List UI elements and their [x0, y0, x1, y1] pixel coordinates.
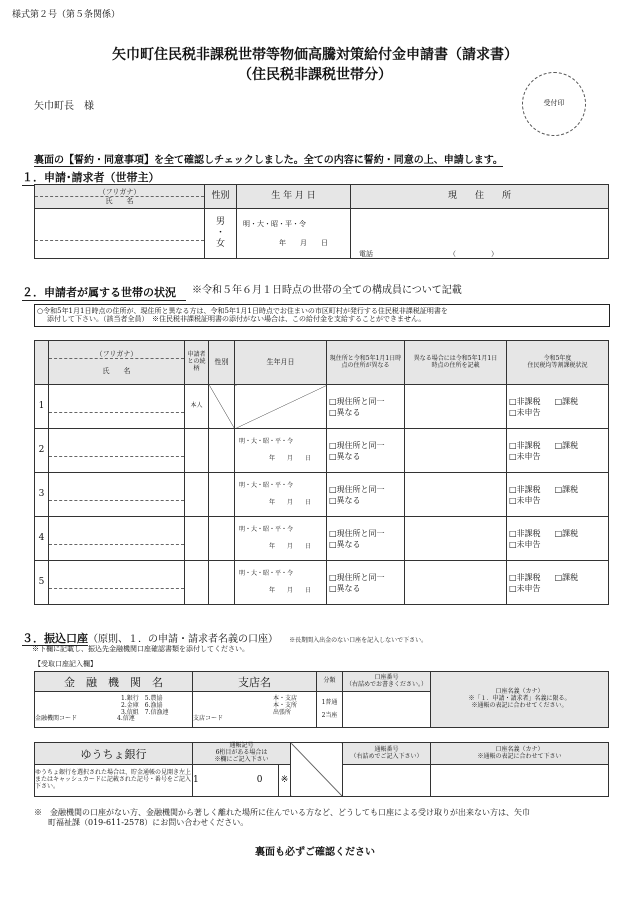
account-number-field[interactable] — [343, 692, 431, 728]
row-number: 4 — [35, 517, 49, 561]
yucho-note: ゆうちょ銀行を選択された場合は、貯金通帳の見開き左上またはキャッシュカードに記載された記号・番号をご記入下さい。 — [35, 765, 193, 797]
account-type-field[interactable]: 1普通 2当座 — [317, 692, 343, 728]
section3-heading: ３．振込口座（原則、１．の申請・請求者名義の口座） ※長期間入出金のない口座を記入しないで下さい。 — [22, 632, 428, 645]
diagonal-cell — [291, 743, 343, 797]
prev-address-field[interactable] — [405, 429, 507, 473]
household-name-header: （フリガナ） 氏 名 — [49, 341, 185, 385]
account-number-header: 口座番号 （右詰めでお書きください。） — [343, 672, 431, 692]
yucho-table — [34, 742, 609, 797]
address-diff-field[interactable]: □現住所と同一 □異なる — [327, 429, 405, 473]
bank-name-header: 金 融 機 関 名 — [35, 672, 193, 692]
bank-name-field[interactable]: 1.銀行 5.農協 2.金庫 6.漁協 3.信組 7.信漁連 金融機関コード 4.信連 — [35, 692, 193, 728]
birth-header: 生 年 月 日 — [237, 185, 351, 209]
tax-status-field[interactable]: □非課税 □課税 □未申告 — [507, 473, 609, 517]
form-subtitle: （住民税非課税世帯分） — [238, 67, 392, 83]
certificate-notice: ○令和5年1月1日時点の住所が、現住所と異なる方は、令和5年1月1日時点でお住まいの市区町村が発行する住民税非課税証明書を 添付して下さい。（該当者全員） ※住民税非課税証明書の添付がない場合は、この給付金を支給することができません。 — [34, 304, 610, 327]
passbook-number-header: 通帳番号 （右詰めでご記入下さい） — [343, 743, 431, 765]
reception-stamp: 受付印 — [522, 72, 586, 136]
account-type-header: 分類 — [317, 672, 343, 692]
tax-status-field[interactable]: □非課税 □課税 □未申告 — [507, 517, 609, 561]
applicant-address-field[interactable]: 電話 （ ） — [351, 209, 609, 259]
yucho-header: ゆうちょ銀行 — [35, 743, 193, 765]
relation-field[interactable] — [185, 429, 209, 473]
member-name-field[interactable] — [49, 385, 185, 429]
applicant-table — [34, 184, 609, 259]
furigana-name-header: （フリガナ） 氏 名 — [35, 185, 205, 209]
household-gender-header: 性別 — [209, 341, 235, 385]
section2-note: ※令和５年６月１日時点の世帯の全ての構成員について記載 — [192, 285, 462, 296]
address-diff-field[interactable]: □現住所と同一 □異なる — [327, 561, 405, 605]
table-row — [35, 385, 609, 429]
branch-name-field[interactable]: 本・支店 本・支所 出張所 支店コード — [193, 692, 317, 728]
row-number: 1 — [35, 385, 49, 429]
gender-header: 性別 — [205, 185, 237, 209]
prev-address-header: 異なる場合には令和5年1月1日 時点の住所を記載 — [405, 341, 507, 385]
prev-address-field[interactable] — [405, 473, 507, 517]
address-diff-field[interactable]: □現住所と同一 □異なる — [327, 517, 405, 561]
relation-field[interactable] — [185, 473, 209, 517]
relation-field[interactable] — [185, 561, 209, 605]
address-diff-field[interactable]: □現住所と同一 □異なる — [327, 473, 405, 517]
address-diff-field[interactable]: □現住所と同一 □異なる — [327, 385, 405, 429]
relation-field[interactable] — [185, 517, 209, 561]
prev-address-field[interactable] — [405, 561, 507, 605]
member-gender-field[interactable] — [209, 429, 235, 473]
yucho-holder-header: 口座名義（カナ） ※通帳の表記に合わせて下さい — [431, 743, 609, 765]
address-diff-header: 現住所と令和5年1月1日時点の住所が異なる — [327, 341, 405, 385]
table-row — [35, 561, 609, 605]
passbook-number-field[interactable] — [343, 765, 431, 797]
row-number: 2 — [35, 429, 49, 473]
form-title: 矢巾町住民税非課税世帯等物価高騰対策給付金申請書（請求書） — [112, 47, 518, 63]
yucho-holder-field[interactable] — [431, 765, 609, 797]
table-row — [35, 473, 609, 517]
row-number-header — [35, 341, 49, 385]
member-name-field[interactable] — [49, 473, 185, 517]
member-birth-field[interactable]: 明・大・昭・平・令 年 月 日 — [235, 429, 327, 473]
tax-status-field[interactable]: □非課税 □課税 □未申告 — [507, 385, 609, 429]
relation-header: 申請者との続柄 — [185, 341, 209, 385]
section3-subnote: ※下欄に記載し、振込先金融機関口座確認書類を添付してください。 — [32, 645, 249, 653]
table-row — [35, 429, 609, 473]
passbook-symbol-field[interactable]: 1 0 — [193, 765, 279, 797]
account-box-label: 【受取口座記入欄】 — [34, 660, 97, 668]
address-header: 現 住 所 — [351, 185, 609, 209]
bank-account-table — [34, 671, 609, 728]
consent-statement: 裏面の【誓約・同意事項】を全て確認しチェックしました。全ての内容に誓約・同意の上、申請します。 — [34, 151, 503, 167]
section3-footnote: ※ 金融機関の口座がない方、金融機関から著しく離れた場所に住んでいる方など、どうしても口座による受け取りが出来ない方は、矢巾 町福祉課（019-611-2578）にお問い合わせください。 — [34, 808, 530, 827]
member-name-field[interactable] — [49, 561, 185, 605]
account-holder-header: 口座名義（カナ） ※「１．申請・請求者」名義に限る。 ※通帳の表記に合わせてください。 — [431, 672, 609, 728]
member-birth-field[interactable]: 明・大・昭・平・令 年 月 日 — [235, 517, 327, 561]
tax-status-field[interactable]: □非課税 □課税 □未申告 — [507, 561, 609, 605]
back-side-note: 裏面も必ずご確認ください — [255, 847, 375, 858]
member-gender-field[interactable] — [209, 473, 235, 517]
member-birth-field[interactable] — [235, 385, 327, 429]
form-number: 様式第２号（第５条関係） — [12, 10, 121, 20]
tax-status-header: 令和5年度 住民税均等割課税状況 — [507, 341, 609, 385]
tax-status-field[interactable]: □非課税 □課税 □未申告 — [507, 429, 609, 473]
household-table — [34, 340, 609, 605]
member-birth-field[interactable]: 明・大・昭・平・令 年 月 日 — [235, 473, 327, 517]
addressee: 矢巾町長 様 — [34, 101, 94, 112]
relation-field: 本人 — [185, 385, 209, 429]
prev-address-field[interactable] — [405, 517, 507, 561]
applicant-gender-field[interactable]: 男 ・ 女 — [205, 209, 237, 259]
branch-name-header: 支店名 — [193, 672, 317, 692]
member-name-field[interactable] — [49, 517, 185, 561]
member-birth-field[interactable]: 明・大・昭・平・令 年 月 日 — [235, 561, 327, 605]
passbook-symbol-header: 通帳記号 6桁目がある場合は ※欄にご記入下さい — [193, 743, 291, 765]
applicant-birth-field[interactable]: 明・大・昭・平・令 年 月 日 — [237, 209, 351, 259]
row-number: 5 — [35, 561, 49, 605]
member-gender-field[interactable] — [209, 517, 235, 561]
sixth-digit-field[interactable]: ※ — [279, 765, 291, 797]
row-number: 3 — [35, 473, 49, 517]
applicant-name-field[interactable] — [35, 209, 205, 259]
table-row — [35, 517, 609, 561]
member-gender-field[interactable] — [209, 561, 235, 605]
household-birth-header: 生年月日 — [235, 341, 327, 385]
section1-heading: １．申請･請求者（世帯主） — [22, 169, 182, 186]
prev-address-field[interactable] — [405, 385, 507, 429]
member-name-field[interactable] — [49, 429, 185, 473]
member-gender-field[interactable] — [209, 385, 235, 429]
section2-heading: ２．申請者が属する世帯の状況 — [22, 284, 186, 301]
